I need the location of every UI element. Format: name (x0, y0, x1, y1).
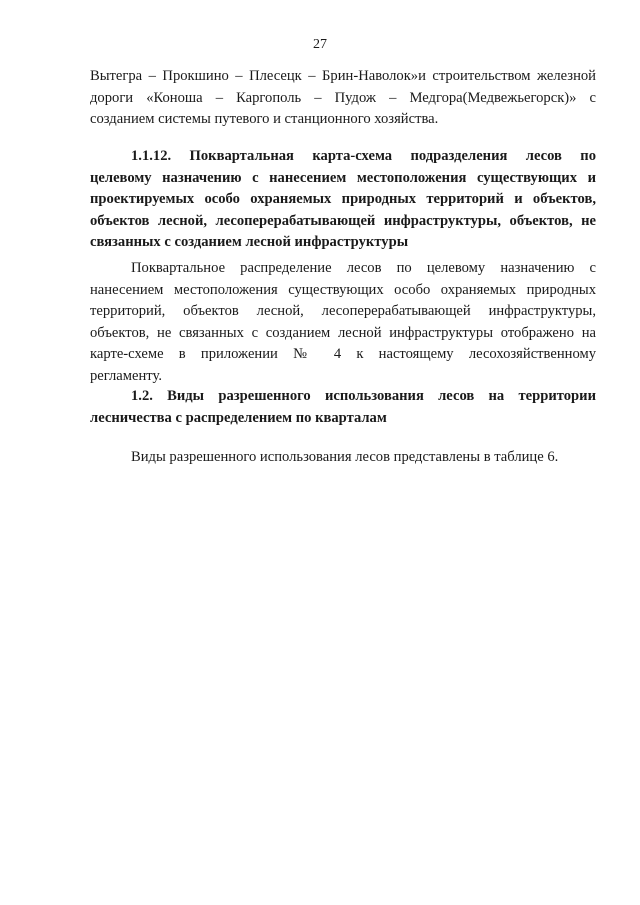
section-heading-1-2 (90, 386, 596, 429)
paragraph-line: территорий, объектов лесной, лесоперерабатывающей инфраструктуры, (90, 303, 596, 320)
permitted-use-types-paragraph (90, 447, 596, 469)
intro-paragraph (90, 66, 596, 131)
heading-line: целевому назначению с нанесением местоположения существующих и (90, 169, 596, 186)
heading-line: 1.1.12. Поквартальная карта-схема подразделения лесов по (131, 148, 596, 164)
heading-line: 1.2. Виды разрешенного использования лесов на территории (131, 388, 596, 404)
paragraph-line: нанесением местоположения существующих особо охраняемых природных (90, 281, 596, 298)
paragraph-line: объектов, не связанных с созданием лесной инфраструктуры отображено на (90, 324, 596, 341)
heading-line: проектируемых особо охраняемых природных территорий и объектов, (90, 191, 596, 208)
page-number: 27 (313, 37, 327, 52)
intro-line: дороги «Коноша – Каргополь – Пудож – Медгора(Медвежьегорск)» с (90, 89, 596, 106)
paragraph-line: Поквартальное распределение лесов по целевому назначению с (131, 260, 596, 276)
heading-line: объектов лесной, лесоперерабатывающей инфраструктуры, объектов, не (90, 212, 596, 229)
paragraph-line: карте-схеме в приложении № 4 к настоящему лесохозяйственному (90, 346, 596, 363)
intro-line: созданием системы путевого и станционного хозяйства. (90, 111, 439, 128)
section-heading-1-1-12 (90, 146, 596, 254)
heading-line: связанных с созданием лесной инфраструктуры (90, 234, 409, 251)
intro-line: Вытегра – Прокшино – Плесецк – Брин-Наволок»и строительством железной (90, 68, 596, 84)
quarterly-distribution-paragraph (90, 258, 596, 388)
heading-line: лесничества с распределением по кварталам (90, 409, 387, 426)
paragraph-line: Виды разрешенного использования лесов представлены в таблице 6. (131, 449, 559, 465)
paragraph-line: регламенту. (90, 367, 162, 384)
